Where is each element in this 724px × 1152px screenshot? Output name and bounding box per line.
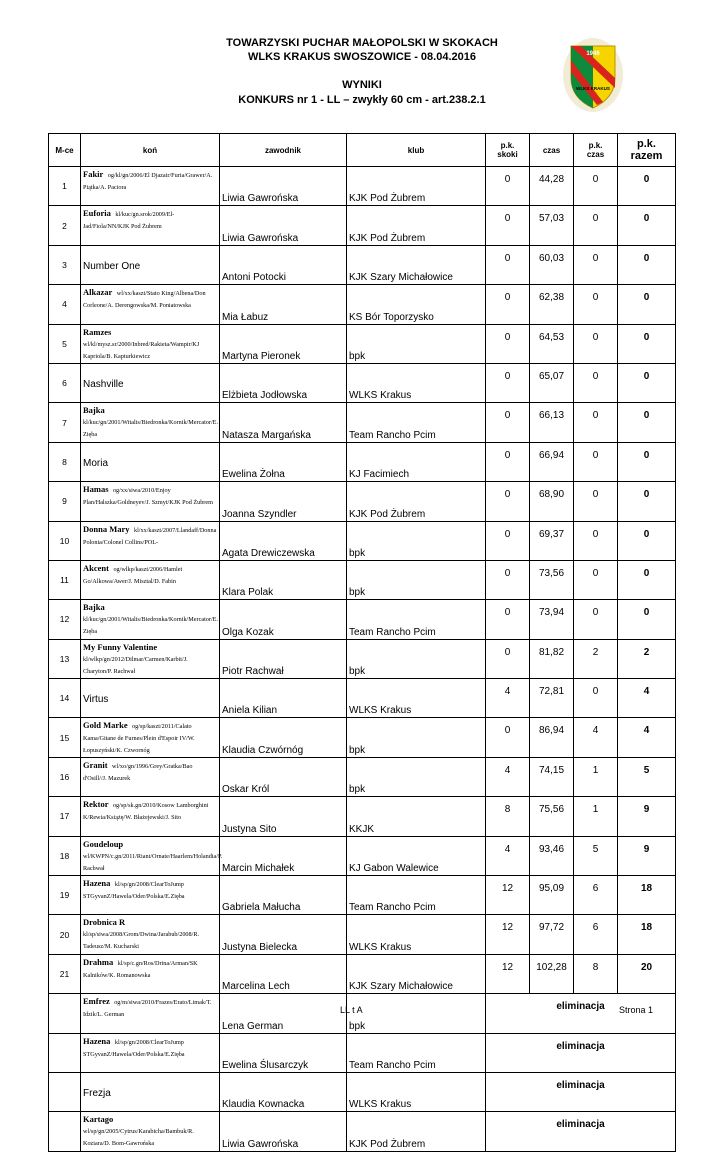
horse-name: Virtus xyxy=(83,694,109,706)
jump-faults-cell: 12 xyxy=(486,876,530,915)
table-row xyxy=(49,718,676,757)
table-row xyxy=(49,836,676,875)
horse-name: Hazena xyxy=(83,1035,111,1046)
time-cell: 44,28 xyxy=(530,167,574,206)
jump-faults-cell: 8 xyxy=(486,797,530,836)
col-header-club: klub xyxy=(347,134,486,167)
total-faults-cell: 0 xyxy=(618,363,676,402)
rider-cell: Agata Drewiczewska xyxy=(220,521,347,560)
club-cell: WLKS Krakus xyxy=(347,363,486,402)
place-cell: 11 xyxy=(49,560,81,599)
time-faults-cell: 0 xyxy=(574,521,618,560)
total-faults-cell: 0 xyxy=(618,167,676,206)
time-cell: 64,53 xyxy=(530,324,574,363)
table-row xyxy=(49,757,676,796)
club-cell: KKJK xyxy=(347,797,486,836)
place-cell: 9 xyxy=(49,482,81,521)
jump-faults-cell: 0 xyxy=(486,442,530,481)
time-cell: 73,94 xyxy=(530,600,574,639)
place-cell: 17 xyxy=(49,797,81,836)
horse-cell xyxy=(81,482,220,521)
horse-cell xyxy=(81,679,220,718)
table-row xyxy=(49,482,676,521)
place-cell: 1 xyxy=(49,167,81,206)
rider-cell: Mia Łabuz xyxy=(220,285,347,324)
table-row xyxy=(49,363,676,402)
time-cell: 62,38 xyxy=(530,285,574,324)
horse-details: kl/sp/gn/2008/ClearToJump STGyvanZ/Hawela/Oder/Polska/E.Zięba xyxy=(83,1038,185,1058)
jump-faults-cell: 0 xyxy=(486,639,530,678)
table-row xyxy=(49,560,676,599)
total-faults-cell: 0 xyxy=(618,245,676,284)
table-row xyxy=(49,639,676,678)
club-cell: KJK Pod Żubrem xyxy=(347,206,486,245)
horse-name: Euforia xyxy=(83,208,111,219)
place-cell: 3 xyxy=(49,245,81,284)
club-cell: bpk xyxy=(347,639,486,678)
club-logo xyxy=(563,38,623,112)
horse-details: og/sp/kaszt/2011/Calato Kama/Gitane de Furnes/Plein d'Espoir IV/W. Łopuszyński/K. Czwornóg xyxy=(83,723,195,755)
rider-cell: Joanna Szyndler xyxy=(220,482,347,521)
place-cell: 5 xyxy=(49,324,81,363)
total-faults-cell: 9 xyxy=(618,797,676,836)
horse-cell xyxy=(81,442,220,481)
time-cell: 102,28 xyxy=(530,954,574,993)
time-faults-cell: 0 xyxy=(574,403,618,442)
place-cell xyxy=(49,1112,81,1151)
rider-cell: Oskar Król xyxy=(220,757,347,796)
horse-name: My Funny Valentine xyxy=(83,641,158,652)
place-cell: 7 xyxy=(49,403,81,442)
total-faults-cell: 0 xyxy=(618,403,676,442)
place-cell: 16 xyxy=(49,757,81,796)
jump-faults-cell: 0 xyxy=(486,324,530,363)
place-cell: 21 xyxy=(49,954,81,993)
time-cell: 75,56 xyxy=(530,797,574,836)
time-faults-cell: 0 xyxy=(574,600,618,639)
logo-year: 1946 xyxy=(586,51,600,57)
time-faults-cell: 1 xyxy=(574,757,618,796)
horse-cell xyxy=(81,245,220,284)
jump-faults-cell: 0 xyxy=(486,245,530,284)
place-cell: 12 xyxy=(49,600,81,639)
club-cell: WLKS Krakus xyxy=(347,679,486,718)
horse-details: og/m/siwa/2010/Frazes/Erato/Limak/T. Idzik/L. German xyxy=(83,999,212,1019)
col-header-time-faults: p.k. czas xyxy=(574,134,618,167)
horse-name: Bajka xyxy=(83,405,105,416)
table-row xyxy=(49,954,676,993)
horse-name: Drahma xyxy=(83,956,114,967)
jump-faults-cell: 4 xyxy=(486,679,530,718)
rider-cell: Justyna Sito xyxy=(220,797,347,836)
results-heading: WYNIKI xyxy=(342,79,382,91)
total-faults-cell: 0 xyxy=(618,285,676,324)
time-cell: 65,07 xyxy=(530,363,574,402)
horse-details: wl/xx/kaszt/Stato King/Albena/Don Corleone/A. Derengowska/M. Poniatowska xyxy=(83,290,206,310)
time-cell: 69,37 xyxy=(530,521,574,560)
total-faults-cell: 0 xyxy=(618,521,676,560)
club-cell: bpk xyxy=(347,324,486,363)
horse-name: Fakir xyxy=(83,169,104,179)
horse-name: Alkazar xyxy=(83,287,113,298)
club-cell: KJK Pod Żubrem xyxy=(347,482,486,521)
total-faults-cell: 2 xyxy=(618,639,676,678)
horse-cell xyxy=(81,600,220,639)
rider-cell: Ewelina Ślusarczyk xyxy=(220,1033,347,1072)
horse-details: kl/wlkp/gn/2012/Dilmar/Carmen/Karbit/J. Charyton/P. Rachwał xyxy=(83,655,188,675)
jump-faults-cell: 0 xyxy=(486,560,530,599)
table-row xyxy=(49,600,676,639)
page-number: Strona 1 xyxy=(619,1005,654,1015)
total-faults-cell: 0 xyxy=(618,482,676,521)
time-cell: 68,90 xyxy=(530,482,574,521)
horse-details: og/xx/siwa/2010/Enjoy Plan/Halszka/Goldneyev/J. Szmyt/KJK Pod Żubrem xyxy=(83,487,213,507)
horse-name: Akcent xyxy=(83,562,109,573)
horse-cell xyxy=(81,363,220,402)
horse-details: wl/KWPN/c.gn/2011/Riant/Ornate/Haarlem/Holandia/P. Rachwał xyxy=(83,852,223,872)
elimination-cell: eliminacja xyxy=(486,1112,676,1151)
club-cell: WLKS Krakus xyxy=(347,915,486,954)
place-cell: 2 xyxy=(49,206,81,245)
rider-cell: Klaudia Kownacka xyxy=(220,1072,347,1111)
place-cell: 10 xyxy=(49,521,81,560)
class-title: KONKURS nr 1 - LL – zwykły 60 cm - art.238.2.1 xyxy=(238,94,486,106)
col-header-jump-faults: p.k. skoki xyxy=(486,134,530,167)
horse-name: Rektor xyxy=(83,799,109,810)
time-faults-cell: 5 xyxy=(574,836,618,875)
col-header-place: M-ce xyxy=(49,134,81,167)
rider-cell: Justyna Bielecka xyxy=(220,915,347,954)
club-cell: Team Rancho Pcim xyxy=(347,403,486,442)
club-cell: bpk xyxy=(347,757,486,796)
col-header-total-faults: p.k. razem xyxy=(618,134,676,167)
horse-details: og/kl/gn/2006/El Djazair/Furia/Grawer/A. Piątka/A. Paciora xyxy=(83,172,213,191)
rider-cell: Olga Kozak xyxy=(220,600,347,639)
horse-name: Kartago xyxy=(83,1114,114,1125)
club-cell: bpk xyxy=(347,718,486,757)
time-faults-cell: 0 xyxy=(574,679,618,718)
horse-cell xyxy=(81,1033,220,1072)
place-cell xyxy=(49,994,81,1033)
horse-cell xyxy=(81,994,220,1033)
place-cell: 6 xyxy=(49,363,81,402)
club-cell: KJ Gabon Walewice xyxy=(347,836,486,875)
jump-faults-cell: 0 xyxy=(486,482,530,521)
table-row xyxy=(49,1072,676,1111)
jump-faults-cell: 0 xyxy=(486,285,530,324)
horse-cell xyxy=(81,836,223,875)
total-faults-cell: 18 xyxy=(618,915,676,954)
time-cell: 66,13 xyxy=(530,403,574,442)
rider-cell: Antoni Potocki xyxy=(220,245,347,284)
club-cell: Team Rancho Pcim xyxy=(347,1033,486,1072)
results-table xyxy=(48,133,676,1152)
horse-cell xyxy=(81,718,220,757)
horse-cell xyxy=(81,285,220,324)
jump-faults-cell: 0 xyxy=(486,718,530,757)
col-header-horse: koń xyxy=(81,134,220,167)
horse-cell xyxy=(81,1112,220,1151)
place-cell: 8 xyxy=(49,442,81,481)
total-faults-cell: 5 xyxy=(618,757,676,796)
time-faults-cell: 6 xyxy=(574,876,618,915)
time-faults-cell: 0 xyxy=(574,442,618,481)
table-row xyxy=(49,245,676,284)
table-header-row xyxy=(49,134,676,167)
horse-name: Number One xyxy=(83,260,141,272)
jump-faults-cell: 0 xyxy=(486,521,530,560)
rider-cell: Aniela Kilian xyxy=(220,679,347,718)
rider-cell: Liwia Gawrońska xyxy=(220,206,347,245)
place-cell: 14 xyxy=(49,679,81,718)
horse-details: kl/kuc/gn/2001/Witalis/Biedronka/Kornik/Mercator/E. Zięba xyxy=(83,616,218,636)
horse-details: kl/sp/siwa/2008/Grom/Dwina/Jarabub/2008/R. Tadeusz/M. Kucharski xyxy=(83,931,200,951)
rider-cell: Klara Polak xyxy=(220,560,347,599)
time-cell: 57,03 xyxy=(530,206,574,245)
horse-name: Granit xyxy=(83,759,108,770)
footer-code: LL t A xyxy=(340,1005,363,1015)
horse-name: Hazena xyxy=(83,878,111,889)
time-faults-cell: 0 xyxy=(574,167,618,206)
time-faults-cell: 0 xyxy=(574,245,618,284)
table-row xyxy=(49,167,676,206)
place-cell xyxy=(49,1072,81,1111)
col-header-time: czas xyxy=(530,134,574,167)
club-cell: KJ Facimiech xyxy=(347,442,486,481)
table-row xyxy=(49,1033,676,1072)
horse-cell xyxy=(81,206,220,245)
rider-cell: Martyna Pieronek xyxy=(220,324,347,363)
club-cell: bpk xyxy=(347,560,486,599)
jump-faults-cell: 12 xyxy=(486,915,530,954)
total-faults-cell: 0 xyxy=(618,600,676,639)
table-row xyxy=(49,1112,676,1151)
club-cell: KS Bór Toporzysko xyxy=(347,285,486,324)
time-faults-cell: 0 xyxy=(574,482,618,521)
horse-name: Emfrez xyxy=(83,996,110,1007)
horse-cell xyxy=(81,167,220,206)
time-cell: 97,72 xyxy=(530,915,574,954)
horse-details: kl/kuc/gn.srok/2009/El-Jad/Fiola/NN/KJK Pod Żubrem xyxy=(83,211,175,231)
horse-details: og/wlkp/kaszt/2006/Hamlet Go/Alkowa/Awer/J. Misztal/D. Fabin xyxy=(83,565,183,585)
table-row xyxy=(49,324,676,363)
jump-faults-cell: 12 xyxy=(486,954,530,993)
time-faults-cell: 4 xyxy=(574,718,618,757)
club-cell: Team Rancho Pcim xyxy=(347,600,486,639)
time-faults-cell: 2 xyxy=(574,639,618,678)
place-cell: 18 xyxy=(49,836,81,875)
table-row xyxy=(49,876,676,915)
table-row xyxy=(49,206,676,245)
club-cell: KJK Szary Michałowice xyxy=(347,245,486,284)
table-row xyxy=(49,679,676,718)
horse-name: Ramzes xyxy=(83,326,112,337)
rider-cell: Liwia Gawrońska xyxy=(220,167,347,206)
rider-cell: Gabriela Małucha xyxy=(220,876,347,915)
time-faults-cell: 0 xyxy=(574,324,618,363)
total-faults-cell: 18 xyxy=(618,876,676,915)
time-cell: 95,09 xyxy=(530,876,574,915)
horse-details: og/sp/sk.gn/2010/Kosow Lamborghini K/Rewia/Książę/W. Błażejewski/J. Sito xyxy=(83,802,209,822)
rider-cell: Elżbieta Jodłowska xyxy=(220,363,347,402)
total-faults-cell: 0 xyxy=(618,442,676,481)
time-faults-cell: 1 xyxy=(574,797,618,836)
time-faults-cell: 0 xyxy=(574,206,618,245)
horse-cell xyxy=(81,403,220,442)
table-row xyxy=(49,285,676,324)
horse-cell xyxy=(81,954,220,993)
total-faults-cell: 20 xyxy=(618,954,676,993)
horse-details: kl/sp/c.gn/Ros/Drina/Arman/SK Kalników/K. Romanowska xyxy=(83,959,198,979)
horse-name: Gold Marke xyxy=(83,720,128,731)
jump-faults-cell: 0 xyxy=(486,600,530,639)
jump-faults-cell: 0 xyxy=(486,403,530,442)
horse-cell xyxy=(81,639,220,678)
time-cell: 73,56 xyxy=(530,560,574,599)
time-cell: 93,46 xyxy=(530,836,574,875)
place-cell: 20 xyxy=(49,915,81,954)
time-faults-cell: 0 xyxy=(574,285,618,324)
horse-cell xyxy=(81,797,220,836)
time-faults-cell: 0 xyxy=(574,363,618,402)
horse-name: Frezja xyxy=(83,1088,111,1100)
rider-cell: Klaudia Czwórnóg xyxy=(220,718,347,757)
horse-details: wl/kl/mysz.sr/2000/Inbred/Rakieta/Wampir/KJ Kapriola/B. Kapturkiewicz xyxy=(83,340,200,360)
place-cell: 4 xyxy=(49,285,81,324)
place-cell xyxy=(49,1033,81,1072)
place-cell: 15 xyxy=(49,718,81,757)
time-faults-cell: 6 xyxy=(574,915,618,954)
table-row xyxy=(49,521,676,560)
horse-name: Drobnica R xyxy=(83,917,126,928)
time-cell: 74,15 xyxy=(530,757,574,796)
jump-faults-cell: 4 xyxy=(486,836,530,875)
horse-cell xyxy=(81,324,220,363)
table-row xyxy=(49,915,676,954)
total-faults-cell: 4 xyxy=(618,679,676,718)
club-cell: bpk xyxy=(347,521,486,560)
place-cell: 19 xyxy=(49,876,81,915)
total-faults-cell: 9 xyxy=(618,836,676,875)
horse-name: Nashville xyxy=(83,379,124,391)
table-row xyxy=(49,797,676,836)
time-cell: 60,03 xyxy=(530,245,574,284)
horse-cell xyxy=(81,757,220,796)
event-subtitle: WLKS KRAKUS SWOSZOWICE - 08.04.2016 xyxy=(248,51,476,63)
total-faults-cell: 0 xyxy=(618,206,676,245)
club-cell: KJK Szary Michałowice xyxy=(347,954,486,993)
place-cell: 13 xyxy=(49,639,81,678)
jump-faults-cell: 0 xyxy=(486,167,530,206)
horse-name: Bajka xyxy=(83,602,105,613)
rider-cell: Marcin Michałek xyxy=(220,836,347,875)
elimination-cell: eliminacja xyxy=(486,994,676,1033)
horse-cell xyxy=(81,560,220,599)
col-header-rider: zawodnik xyxy=(220,134,347,167)
horse-details: wl/sp/gn/2005/Cytrus/Karabicha/Bambuk/R. Koziara/D. Bom-Gawrońska xyxy=(83,1128,194,1148)
club-cell: bpk xyxy=(347,994,486,1033)
time-faults-cell: 0 xyxy=(574,560,618,599)
time-cell: 81,82 xyxy=(530,639,574,678)
competition-title: TOWARZYSKI PUCHAR MAŁOPOLSKI W SKOKACH xyxy=(226,37,498,49)
club-cell: KJK Pod Żubrem xyxy=(347,1112,486,1151)
horse-cell xyxy=(81,521,220,560)
horse-name: Hamas xyxy=(83,484,109,495)
horse-details: kl/kuc/gn/2001/Witalis/Biedronka/Kornik/Mercator/E. Zięba xyxy=(83,419,218,439)
jump-faults-cell: 0 xyxy=(486,363,530,402)
club-cell: Team Rancho Pcim xyxy=(347,876,486,915)
horse-cell xyxy=(81,1072,220,1111)
jump-faults-cell: 0 xyxy=(486,206,530,245)
jump-faults-cell: 4 xyxy=(486,757,530,796)
table-row xyxy=(49,442,676,481)
horse-details: kl/xx/kaszt/2007/Llandaff/Donna Polonia/Colonel Collins/POL- xyxy=(83,526,217,546)
horse-details: kl/sp/gn/2008/ClearToJump STGyvanZ/Hawela/Oder/Polska/E.Zięba xyxy=(83,881,185,901)
horse-cell xyxy=(81,876,220,915)
elimination-cell: eliminacja xyxy=(486,1033,676,1072)
time-cell: 66,94 xyxy=(530,442,574,481)
logo-text: WLKS KRAKUS xyxy=(576,86,610,91)
horse-name: Goudeloup xyxy=(83,838,124,849)
horse-cell xyxy=(81,915,220,954)
rider-cell: Natasza Margańska xyxy=(220,403,347,442)
time-cell: 86,94 xyxy=(530,718,574,757)
club-cell: KJK Pod Żubrem xyxy=(347,167,486,206)
total-faults-cell: 4 xyxy=(618,718,676,757)
rider-cell: Piotr Rachwał xyxy=(220,639,347,678)
elimination-cell: eliminacja xyxy=(486,1072,676,1111)
rider-cell: Marcelina Lech xyxy=(220,954,347,993)
table-row xyxy=(49,403,676,442)
time-cell: 72,81 xyxy=(530,679,574,718)
rider-cell: Lena German xyxy=(220,994,347,1033)
club-cell: WLKS Krakus xyxy=(347,1072,486,1111)
horse-name: Donna Mary xyxy=(83,523,130,534)
rider-cell: Liwia Gawrońska xyxy=(220,1112,347,1151)
total-faults-cell: 0 xyxy=(618,560,676,599)
horse-name: Moria xyxy=(83,457,109,469)
total-faults-cell: 0 xyxy=(618,324,676,363)
rider-cell: Ewelina Żołna xyxy=(220,442,347,481)
time-faults-cell: 8 xyxy=(574,954,618,993)
horse-details: wl/xo/gn/1996/Grey/Gratka/Bao d'Osill//J. Mazurek xyxy=(83,762,193,782)
